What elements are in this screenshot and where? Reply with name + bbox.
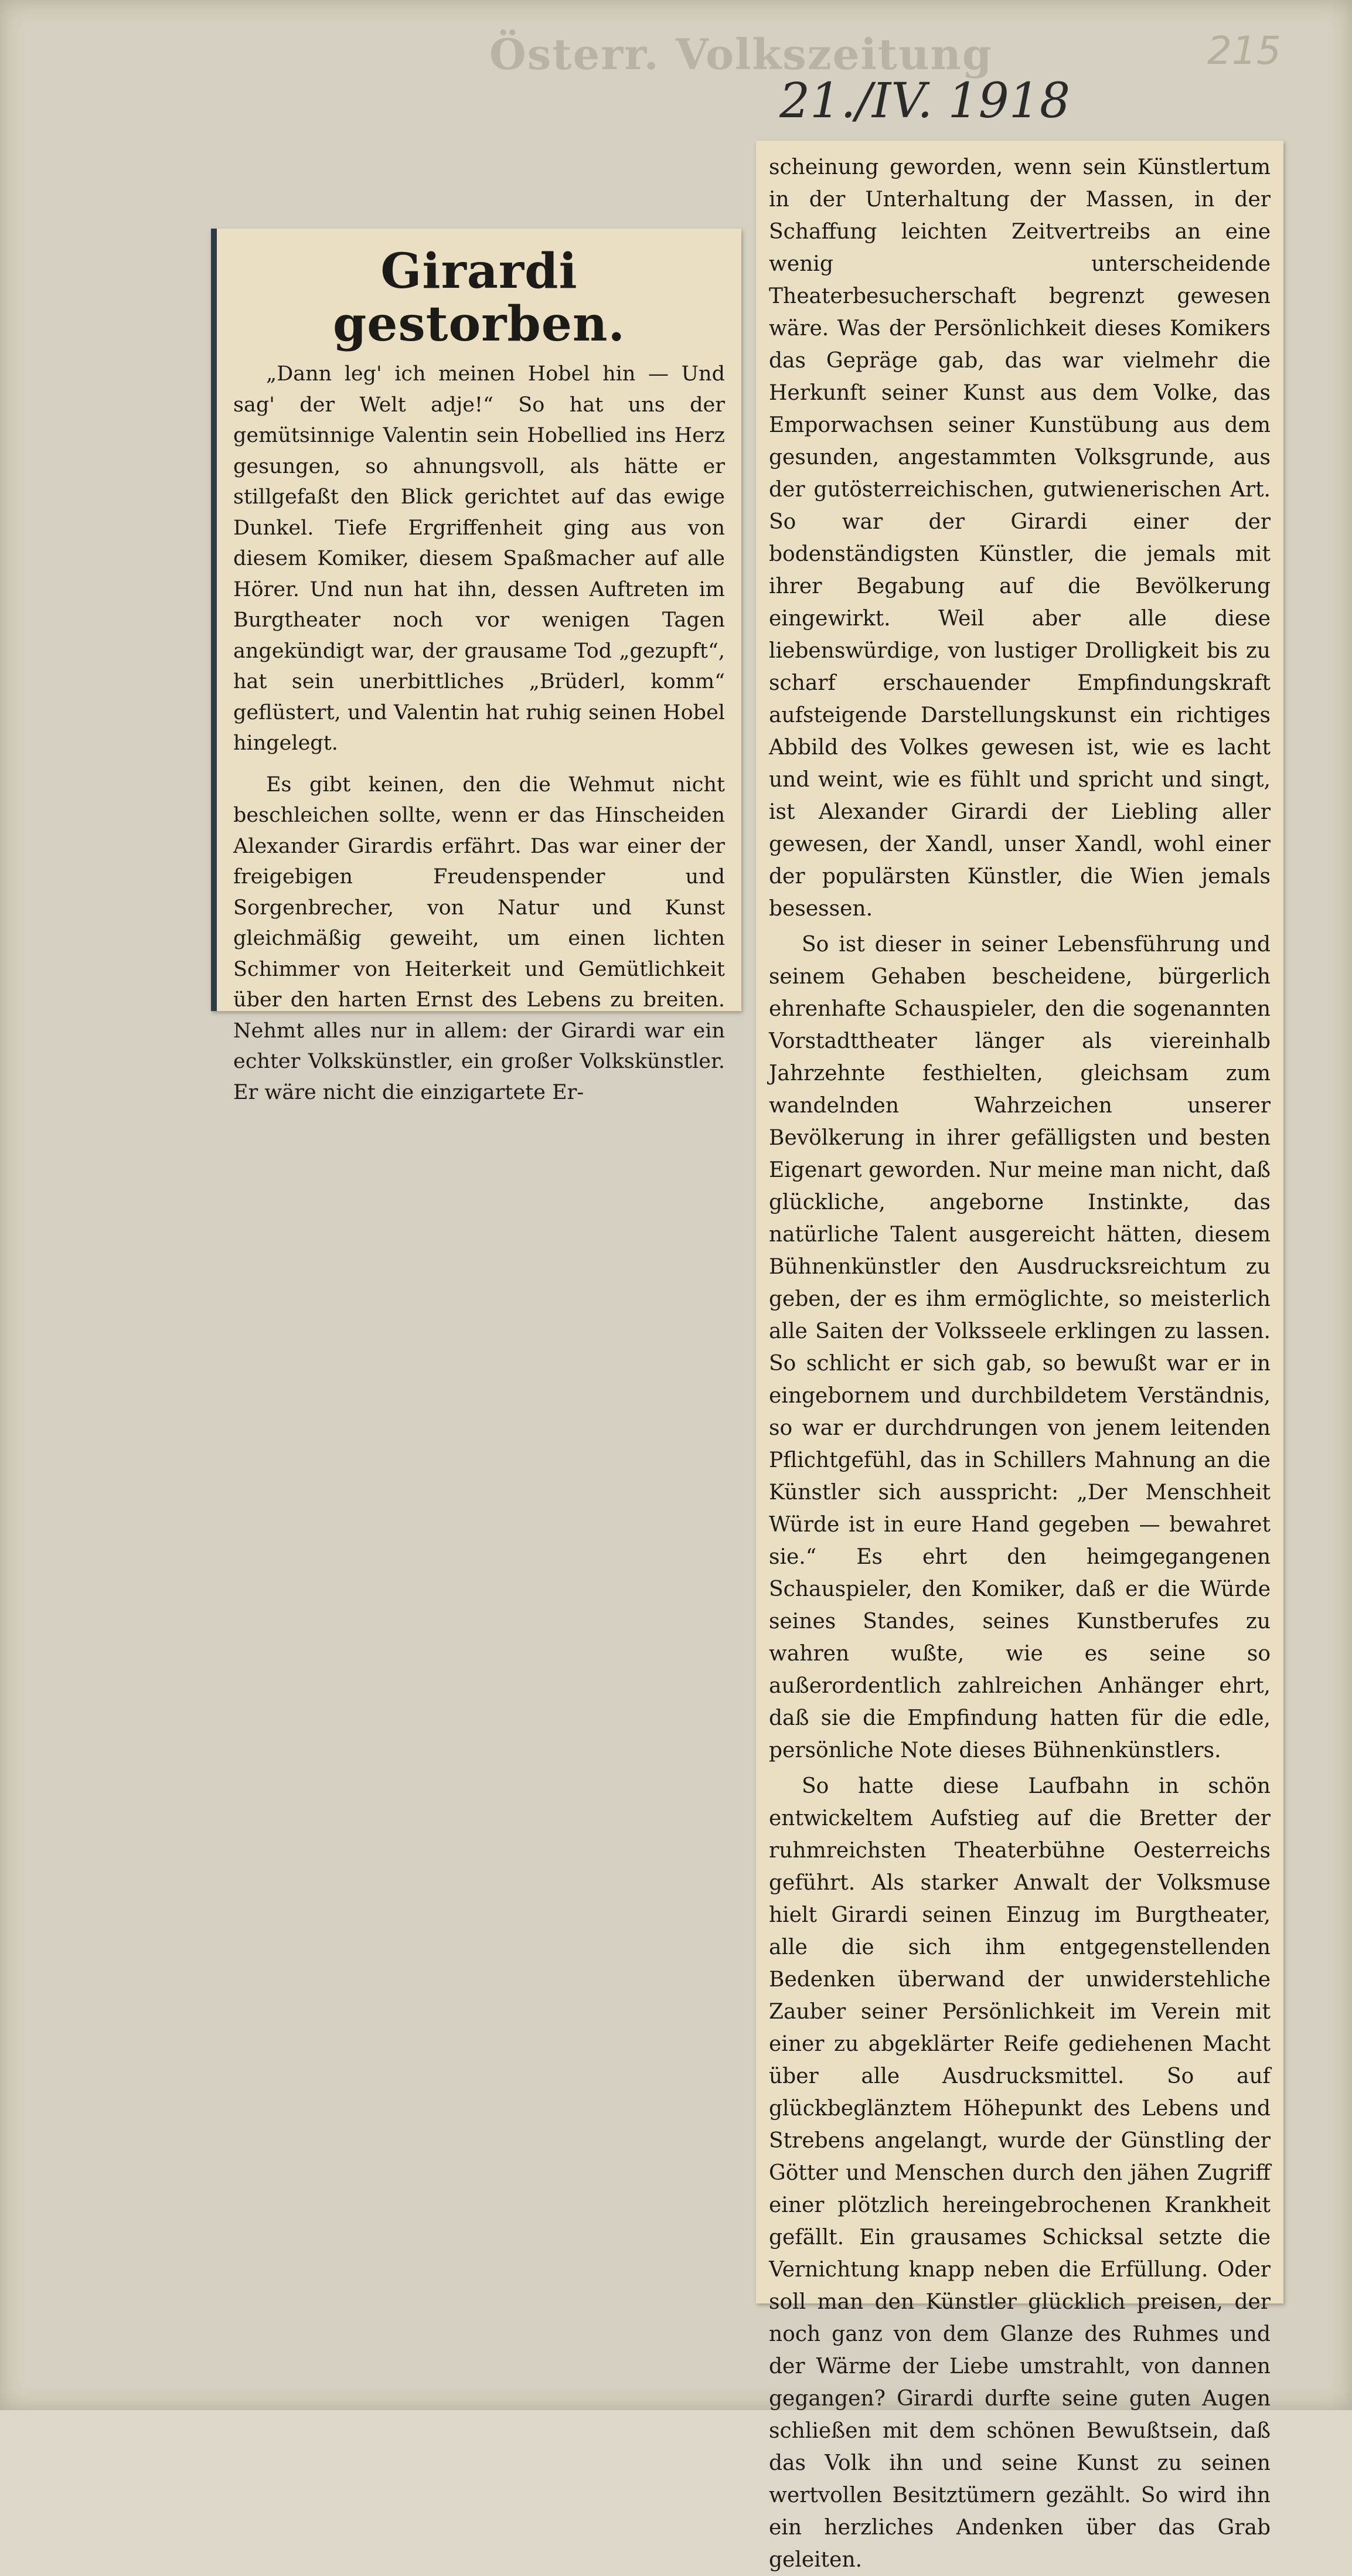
clipping-left-column: [211, 229, 741, 1104]
handwritten-date: 21./IV. 1918: [779, 73, 1071, 129]
article-paragraph: scheinung geworden, wenn sein Künstlertum in der Unterhaltung der Massen, in der Schaffung leichten Zeitvertreibs an eine wenig unterscheidende Theaterbesucherschaft begrenzt gewesen wäre. Was der Persönlichkeit dieses Komikers das Gepräge gab, das war vielmehr die Herkunft seiner Kunst aus dem Volke, das Emporwachsen seiner Kunstübung aus dem gesunden, angestammten Volksgrunde, aus der gutösterreichischen, gutwienerischen Art. So war der Girardi einer der bodenständigsten Künstler, die jemals mit ihrer Begabung auf die Bevölkerung eingewirkt. Weil aber alle diese liebenswürdige, von lustiger Drolligkeit bis zu scharf erschauender Empfindungskraft aufsteigende Darstellungskunst ein richtiges Abbild des Volkes gewesen ist, wie es lacht und weint, wie es fühlt und spricht und singt, ist Alexander Girardi der Liebling aller gewesen, der Xandl, unser Xandl, wohl einer der populärsten Künstler, die Wien jemals besessen.: [769, 155, 1271, 921]
article-headline: Girardi gestorben.: [332, 243, 626, 353]
clipping-right-column: [756, 141, 1283, 2572]
archive-number: 215: [1207, 28, 1281, 73]
article-paragraph: So hatte diese Laufbahn in schön entwickeltem Aufstieg auf die Bretter der ruhmreichsten Theaterbühne Oesterreichs geführt. Als starker Anwalt der Volksmuse hielt Girardi seinen Einzug im Burgtheater, alle die sich ihm entgegenstellenden Bedenken überwand der unwiderstehliche Zauber seiner Persönlichkeit im Verein mit einer zu abgeklärter Reife gediehenen Macht über alle Ausdrucksmittel. So auf glückbeglänztem Höhepunkt des Lebens und Strebens angelangt, wurde der Günstling der Götter und Menschen durch den jähen Zugriff einer plötzlich hereingebrochenen Krankheit gefällt. Ein grausames Schicksal setzte die Vernichtung knapp neben die Erfüllung. Oder soll man den Künstler glücklich preisen, der noch ganz von dem Glanze des Ruhmes und der Wärme der Liebe umstrahlt, von dannen gegangen? Girardi durfte seine guten Augen schließen mit dem schönen Bewußtsein, daß das Volk ihn und seine Kunst zu seinen wertvollen Besitztümern gezählt. So wird ihn ein herzliches Andenken über das Grab geleiten.: [769, 1774, 1271, 2572]
article-paragraph: So ist dieser in seiner Lebensführung und seinem Gehaben bescheidene, bürgerlich ehrenhafte Schauspieler, den die sogenannten Vorstadttheater länger als viereinhalb Jahrzehnte festhielten, gleichsam zum wandelnden Wahrzeichen unserer Bevölkerung in ihrer gefälligsten und besten Eigenart geworden. Nur meine man nicht, daß glückliche, angeborne Instinkte, das natürliche Talent ausgereicht hätten, diesem Bühnenkünstler den Ausdrucksreichtum zu geben, der es ihm ermöglichte, so meisterlich alle Saiten der Volksseele erklingen zu lassen. So schlicht er sich gab, so bewußt war er in eingebornem und durchbildetem Verständnis, so war er durchdrungen von jenem leitenden Pflichtgefühl, das in Schillers Mahnung an die Künstler sich ausspricht: „Der Menschheit Würde ist in eure Hand gegeben — bewahret sie.“ Es ehrt den heimgegangenen Schauspieler, den Komiker, daß er die Würde seines Standes, seines Kunstberufes zu wahren wußte, wie es seine so außerordentlich zahlreichen Anhänger ehrt, daß sie die Empfindung hatten für die edle, persönliche Note dieses Bühnenkünstlers.: [769, 933, 1271, 1762]
newspaper-source-stamp: Österr. Volkszeitung: [489, 29, 993, 79]
article-paragraph: „Dann leg' ich meinen Hobel hin — Und sag' der Welt adje!“ So hat uns der gemütsinnige Valentin sein Hobellied ins Herz gesungen, so ahnungsvoll, als hätte er stillgefaßt den Blick gerichtet auf das ewige Dunkel. Tiefe Ergriffenheit ging aus von diesem Komiker, diesem Spaßmacher auf alle Hörer. Und nun hat ihn, dessen Auftreten im Burgtheater noch vor wenigen Tagen angekündigt war, der grausame Tod „gezupft“, hat sein unerbittliches „Brüderl, komm“ geflüstert, und Valentin hat ruhig seinen Hobel hingelegt.: [233, 362, 725, 756]
article-paragraph: Es gibt keinen, den die Wehmut nicht beschleichen sollte, wenn er das Hinscheiden Alexander Girardis erfährt. Das war einer der freigebigen Freudenspender und Sorgenbrecher, von Natur und Kunst gleichmäßig geweiht, um einen lichten Schimmer von Heiterkeit und Gemütlichkeit über den harten Ernst des Lebens zu breiten. Nehmt alles nur in allem: der Girardi war ein echter Volkskünstler, ein großer Volkskünstler. Er wäre nicht die einzigartete Er-: [233, 773, 725, 1104]
